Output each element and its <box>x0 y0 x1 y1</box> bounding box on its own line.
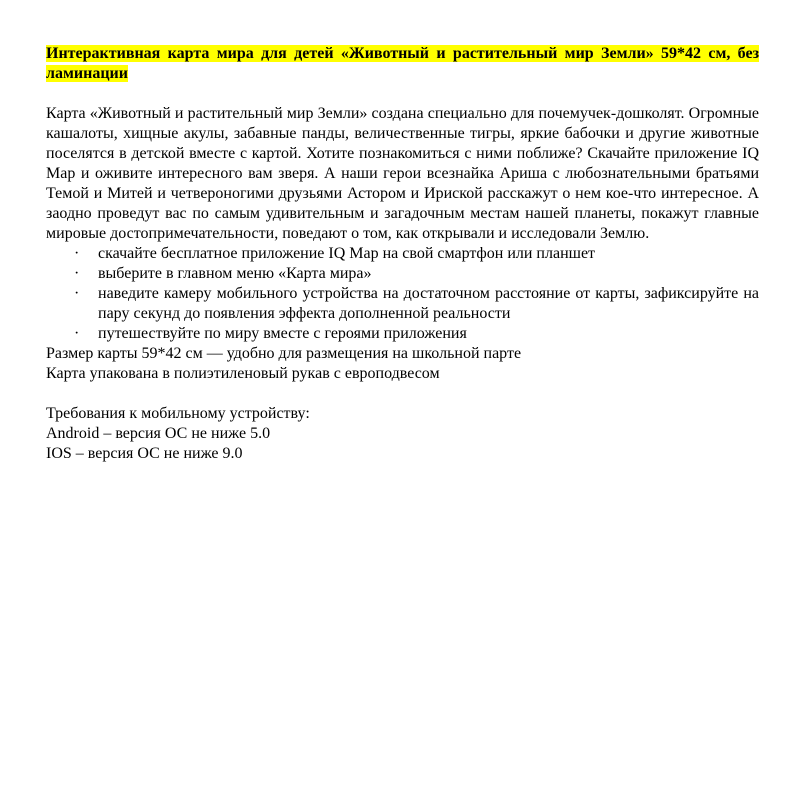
list-item-text: наведите камеру мобильного устройства на достаточном расстояние от карты, зафиксируйте на пару секунд до появления эффекта дополненной реальности <box>98 285 759 322</box>
list-item <box>46 284 759 324</box>
requirement-android: Android – версия ОС не ниже 5.0 <box>46 425 271 442</box>
intro-paragraph: Карта «Животный и растительный мир Земли» создана специально для почемучек-дошколят. Огромные кашалоты, хищные акулы, забавные панды, величественные тигры, яркие бабочки и другие животные поселятся в детской вместе с картой. Хотите познакомиться с ними поближе? Скачайте приложение IQ Map и оживите интересного вам зверя. А наши герои всезнайка Ариша с любознательными братьями Темой и Митей и четвероногими друзьями Астором и Ириской расскажут о нем кое-что интересное. А заодно проведут вас по самым удивительным и загадочным местам нашей планеты, покажут главные мировые достопримечательности, поведают о том, как открывали и исследовали Землю. <box>46 105 759 242</box>
steps-list <box>46 244 759 344</box>
product-title <box>46 44 759 84</box>
requirements-heading: Требования к мобильному устройству: <box>46 405 310 422</box>
list-item-text: выберите в главном меню «Карта мира» <box>98 265 372 282</box>
spacer <box>46 384 759 404</box>
bullet-marker: · <box>74 245 80 262</box>
requirement-ios: IOS – версия ОС не ниже 9.0 <box>46 445 243 462</box>
list-item <box>46 264 759 284</box>
list-item-text: путешествуйте по миру вместе с героями приложения <box>98 325 467 342</box>
list-item <box>46 324 759 344</box>
size-note: Размер карты 59*42 см — удобно для размещения на школьной парте <box>46 345 522 362</box>
list-item <box>46 244 759 264</box>
bullet-marker: · <box>74 265 80 282</box>
title-highlight: Интерактивная карта мира для детей «Животный и растительный мир Земли» 59*42 см, без ламинации <box>46 45 759 82</box>
document-page <box>46 44 759 464</box>
bullet-marker: · <box>74 325 80 342</box>
list-item-text: скачайте бесплатное приложение IQ Map на свой смартфон или планшет <box>98 245 596 262</box>
bullet-marker: · <box>74 285 80 302</box>
packaging-note: Карта упакована в полиэтиленовый рукав с европодвесом <box>46 365 440 382</box>
